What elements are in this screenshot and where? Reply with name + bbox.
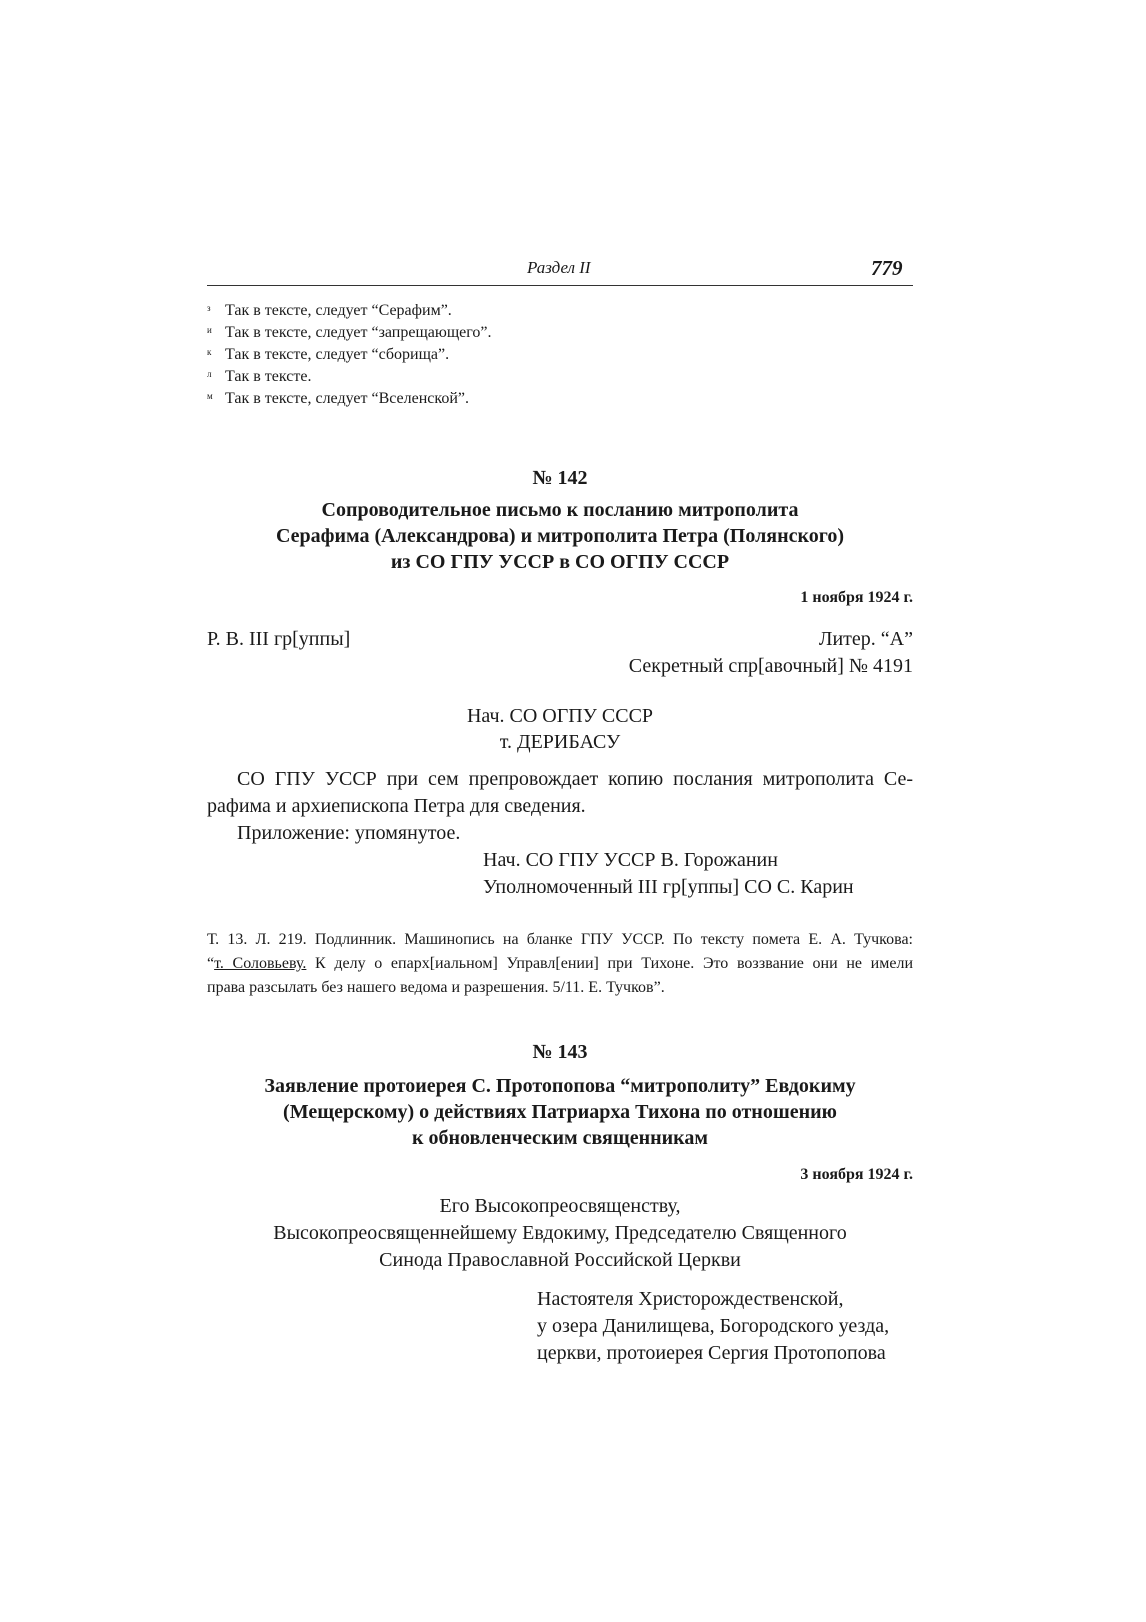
source-line: Т. 13. Л. 219. Подлинник. Машинопись на бланке ГПУ УССР. По тексту помета Е. А. Тучкова: <box>207 931 913 948</box>
addressee-line: Его Высокопреосвященству, <box>439 1195 681 1217</box>
footnote-mark: л <box>207 369 212 379</box>
footnote-mark: з <box>207 303 211 313</box>
document-date: 1 ноября 1924 г. <box>800 589 913 606</box>
footnote-mark: к <box>207 347 212 357</box>
document-title-line: Заявление протоиерея С. Протопопова “митрополиту” Евдокиму <box>264 1075 856 1097</box>
footnote <box>207 346 449 364</box>
footnote-mark: и <box>207 325 212 335</box>
source-line: права разсылать без нашего ведома и разрешения. 5/11. Е. Тучков”. <box>207 979 665 996</box>
footnote <box>207 390 469 408</box>
addressee-line: Нач. СО ОГПУ СССР <box>466 705 654 727</box>
archival-source-note <box>207 928 913 1000</box>
footnote-text: Так в тексте, следует “сборища”. <box>225 346 450 363</box>
footnote-text: Так в тексте, следует “Вселенской”. <box>225 390 470 407</box>
header-rule <box>207 285 913 286</box>
document-number: № 143 <box>532 1041 588 1063</box>
source-quote-open: “ <box>207 955 215 972</box>
source-underlined-text: т. Соловьеву. <box>214 955 307 972</box>
body-paragraph-line: рафима и архиепископа Петра для сведения. <box>207 795 586 817</box>
addressee-line: Синода Православной Российской Церкви <box>379 1249 741 1271</box>
footnote-mark: м <box>207 391 213 401</box>
sender-line: Настоятеля Христорождественской, <box>537 1288 844 1310</box>
document-title-line: из СО ГПУ УССР в СО ОГПУ СССР <box>390 551 730 573</box>
footnote <box>207 324 492 342</box>
footnote-text: Так в тексте. <box>225 368 312 385</box>
footnote-text: Так в тексте, следует “запрещающего”. <box>225 324 492 341</box>
body-paragraph-line: СО ГПУ УССР при сем препровождает копию послания митрополита Се- <box>237 768 913 790</box>
footnote <box>207 302 452 320</box>
document-number: № 142 <box>532 467 588 489</box>
document-title-line: к обновленческим священникам <box>411 1127 709 1149</box>
footnote-text: Так в тексте, следует “Серафим”. <box>225 302 452 319</box>
letter-classification: Литер. “А” <box>818 628 913 650</box>
document-title-line: (Мещерскому) о действиях Патриарха Тихона по отношению <box>283 1101 837 1123</box>
page-number: 779 <box>871 256 903 280</box>
attachment-note: Приложение: упомянутое. <box>237 822 461 844</box>
document-date: 3 ноября 1924 г. <box>800 1166 913 1183</box>
document-title-line: Сопроводительное письмо к посланию митрополита <box>321 499 799 521</box>
sender-line: у озера Данилищева, Богородского уезда, <box>537 1315 890 1337</box>
footnote <box>207 368 311 386</box>
signature-line: Уполномоченный III гр[уппы] СО С. Карин <box>483 876 854 898</box>
running-header-section: Раздел II <box>527 258 591 277</box>
sender-line: церкви, протоиерея Сергия Протопопова <box>537 1342 886 1364</box>
secret-reference: Секретный спр[авочный] № 4191 <box>628 655 913 677</box>
signature-line: Нач. СО ГПУ УССР В. Горожанин <box>483 849 778 871</box>
source-text: К делу о епарх[иальном] Управл[ении] при Тихоне. Это воззвание они не имели <box>306 955 914 972</box>
addressee-line: т. ДЕРИБАСУ <box>499 731 621 753</box>
source-line <box>207 952 913 976</box>
addressee-line: Высокопреосвященнейшему Евдокиму, Председателю Священного <box>273 1222 847 1244</box>
document-title-line: Серафима (Александрова) и митрополита Петра (Полянского) <box>275 525 845 547</box>
registration-mark: Р. В. III гр[уппы] <box>207 628 351 650</box>
